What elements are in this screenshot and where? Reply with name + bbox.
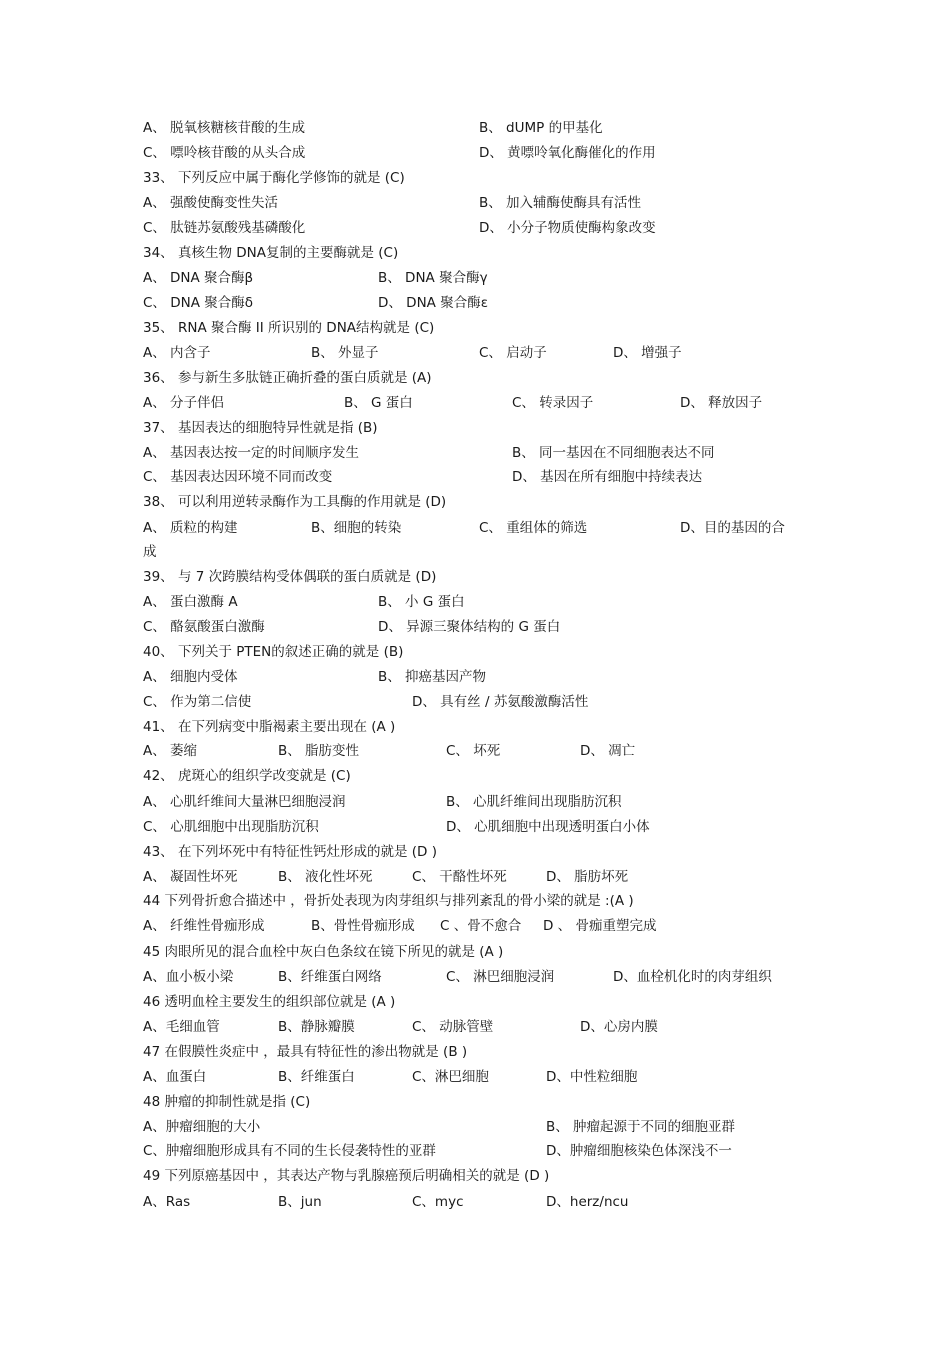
- question-text: 36、 参与新生多肽链正确折叠的蛋白质就是 (A): [143, 370, 432, 386]
- question-text: 49 下列原癌基因中 ，其表达产物与乳腺癌预后明确相关的就是 (D ): [143, 1168, 550, 1184]
- answer-option: B、 同一基因在不同细胞表达不同: [512, 445, 715, 461]
- answer-option: D、 心肌细胞中出现透明蛋白小体: [446, 819, 650, 835]
- answer-option: D、 黄嘌呤氧化酶催化的作用: [479, 145, 656, 161]
- answer-option: C、 作为第二信使: [143, 694, 252, 710]
- answer-option: B、 肿瘤起源于不同的细胞亚群: [546, 1119, 736, 1135]
- answer-option: C、 坏死: [446, 743, 501, 759]
- answer-option: A、 分子伴侣: [143, 395, 225, 411]
- question-text: 34、 真核生物 DNA复制的主要酶就是 (C): [143, 245, 399, 261]
- answer-option: B、 脂肪变性: [278, 743, 360, 759]
- answer-option: D、 释放因子: [680, 395, 763, 411]
- answer-option: D、 具有丝 / 苏氨酸激酶活性: [412, 694, 589, 710]
- answer-option: C、 肽链苏氨酸残基磷酸化: [143, 220, 306, 236]
- answer-option: C、 干酪性坏死: [412, 869, 507, 885]
- answer-option: D、herz/ncu: [546, 1194, 629, 1210]
- answer-option: A、 纤维性骨痂形成: [143, 918, 265, 934]
- answer-option: D、血栓机化时的肉芽组织: [613, 969, 772, 985]
- answer-option: D、心房内膜: [580, 1019, 658, 1035]
- question-text: 41、 在下列病变中脂褐素主要出现在 (A ): [143, 719, 396, 735]
- answer-option: D、 DNA 聚合酶ε: [378, 295, 489, 311]
- answer-option: B、 抑癌基因产物: [378, 669, 487, 685]
- answer-option: B、 液化性坏死: [278, 869, 373, 885]
- answer-option: B、纤维蛋白网络: [278, 969, 382, 985]
- answer-option: D 、 骨痂重塑完成: [543, 918, 657, 934]
- answer-option: A、毛细血管: [143, 1019, 220, 1035]
- question-text: 47 在假膜性炎症中 ，最具有特征性的渗出物就是 (B ): [143, 1044, 468, 1060]
- answer-option: B、 dUMP 的甲基化: [479, 120, 603, 136]
- answer-option: C、 动脉管壁: [412, 1019, 494, 1035]
- answer-option: A、 DNA 聚合酶β: [143, 270, 254, 286]
- answer-option: A、 细胞内受体: [143, 669, 238, 685]
- answer-option: B、 G 蛋白: [344, 395, 413, 411]
- question-text: 40、 下列关于 PTEN的叙述正确的就是 (B): [143, 644, 404, 660]
- question-text: 45 肉眼所见的混合血栓中灰白色条纹在镜下所见的就是 (A ): [143, 944, 504, 960]
- question-text: 42、 虎斑心的组织学改变就是 (C): [143, 768, 351, 784]
- question-text: 33、 下列反应中属于酶化学修饰的就是 (C): [143, 170, 405, 186]
- question-text: 39、 与 7 次跨膜结构受体偶联的蛋白质就是 (D): [143, 569, 437, 585]
- answer-option: A、 质粒的构建: [143, 520, 238, 536]
- answer-option: A、血小板小梁: [143, 969, 234, 985]
- answer-option: D、 基因在所有细胞中持续表达: [512, 469, 703, 485]
- answer-option: A、 凝固性坏死: [143, 869, 238, 885]
- answer-option: A、 基因表达按一定的时间顺序发生: [143, 445, 360, 461]
- answer-option: C、 心肌细胞中出现脂肪沉积: [143, 819, 319, 835]
- answer-option: B、 DNA 聚合酶γ: [378, 270, 488, 286]
- question-text: 38、 可以利用逆转录酶作为工具酶的作用就是 (D): [143, 494, 447, 510]
- question-text: 48 肿瘤的抑制性就是指 (C): [143, 1094, 311, 1110]
- answer-option: D、 增强子: [613, 345, 682, 361]
- answer-option: C、 转录因子: [512, 395, 594, 411]
- answer-option: A、Ras: [143, 1194, 191, 1210]
- answer-option: A、 强酸使酶变性失活: [143, 195, 279, 211]
- answer-option: D、 异源三聚体结构的 G 蛋白: [378, 619, 561, 635]
- answer-option: C、淋巴细胞: [412, 1069, 489, 1085]
- answer-option: A、肿瘤细胞的大小: [143, 1119, 261, 1135]
- answer-option: D、目的基因的合: [680, 520, 785, 536]
- answer-option: C、myc: [412, 1194, 464, 1210]
- answer-option: D、 凋亡: [580, 743, 636, 759]
- answer-option: B、 心肌纤维间出现脂肪沉积: [446, 794, 622, 810]
- answer-option: B、jun: [278, 1194, 322, 1210]
- answer-option: B、骨性骨痂形成: [311, 918, 415, 934]
- answer-option: D、 脂肪坏死: [546, 869, 629, 885]
- question-text: 44 下列骨折愈合描述中 ，骨折处表现为肉芽组织与排列紊乱的骨小梁的就是 :(A ): [143, 893, 634, 909]
- answer-option: A、 脱氧核糖核苷酸的生成: [143, 120, 306, 136]
- answer-option: B、 加入辅酶使酶具有活性: [479, 195, 642, 211]
- answer-option: C 、骨不愈合: [440, 918, 522, 934]
- answer-option: C、 酪氨酸蛋白激酶: [143, 619, 265, 635]
- answer-option: C、 淋巴细胞浸润: [446, 969, 555, 985]
- answer-option: A、血蛋白: [143, 1069, 207, 1085]
- question-text: 37、 基因表达的细胞特异性就是指 (B): [143, 420, 378, 436]
- answer-option: B、纤维蛋白: [278, 1069, 355, 1085]
- answer-option: C、 重组体的筛选: [479, 520, 588, 536]
- answer-option: A、 内含子: [143, 345, 211, 361]
- answer-option: B、细胞的转染: [311, 520, 402, 536]
- answer-option: A、 萎缩: [143, 743, 198, 759]
- answer-option: D、 小分子物质使酶构象改变: [479, 220, 656, 236]
- question-text: 35、 RNA 聚合酶 II 所识别的 DNA结构就是 (C): [143, 320, 435, 336]
- question-text: 43、 在下列坏死中有特征性钙灶形成的就是 (D ): [143, 844, 437, 860]
- answer-option: B、 外显子: [311, 345, 379, 361]
- answer-option: C、 启动子: [479, 345, 547, 361]
- answer-option: B、 小 G 蛋白: [378, 594, 465, 610]
- question-text: 46 透明血栓主要发生的组织部位就是 (A ): [143, 994, 396, 1010]
- answer-option: B、静脉瓣膜: [278, 1019, 355, 1035]
- answer-option: D、肿瘤细胞核染色体深浅不一: [546, 1143, 732, 1159]
- answer-option: C、肿瘤细胞形成具有不同的生长侵袭特性的亚群: [143, 1143, 436, 1159]
- answer-option: C、 基因表达因环境不同而改变: [143, 469, 333, 485]
- answer-option: C、 嘌呤核苷酸的从头合成: [143, 145, 306, 161]
- answer-option: 成: [143, 544, 157, 560]
- answer-option: A、 蛋白激酶 A: [143, 594, 238, 610]
- answer-option: C、 DNA 聚合酶δ: [143, 295, 253, 311]
- answer-option: A、 心肌纤维间大量淋巴细胞浸润: [143, 794, 346, 810]
- answer-option: D、中性粒细胞: [546, 1069, 638, 1085]
